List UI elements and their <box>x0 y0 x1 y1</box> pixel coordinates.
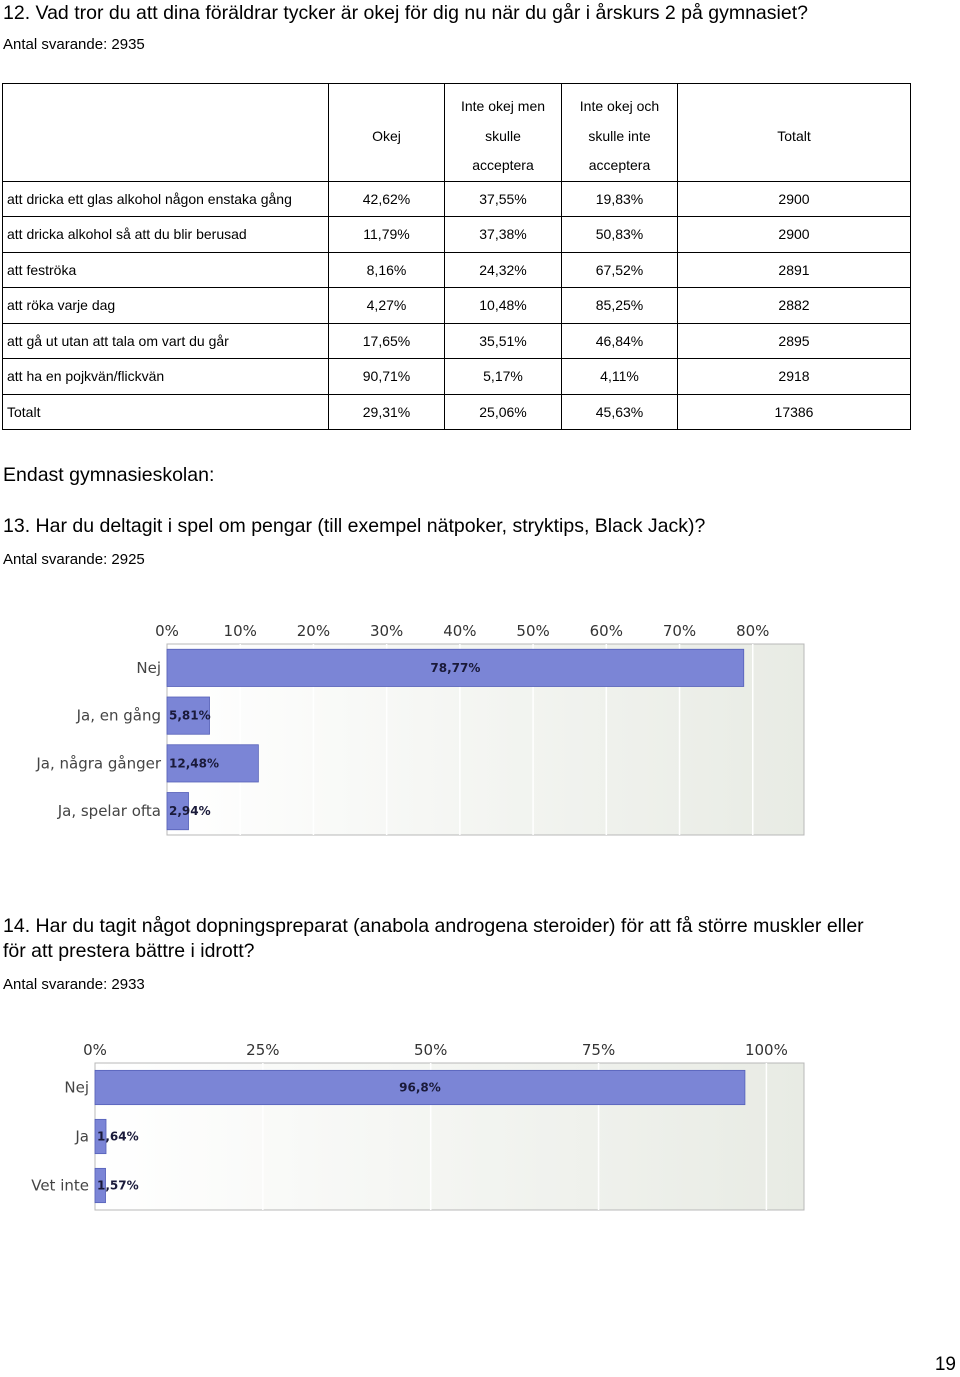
cell-inte-okej-men: 5,17% <box>445 359 562 395</box>
q13-respondents: Antal svarande: 2925 <box>3 551 145 568</box>
x-tick-label: 80% <box>736 622 770 640</box>
x-tick-label: 25% <box>246 1041 280 1059</box>
row-label: att gå ut utan att tala om vart du går <box>3 323 329 359</box>
cell-totalt: 2891 <box>678 252 911 288</box>
cell-inte-okej-men: 37,38% <box>445 217 562 253</box>
row-label: att dricka alkohol så att du blir berusad <box>3 217 329 253</box>
cell-inte-okej-och: 4,11% <box>562 359 678 395</box>
cell-okej: 4,27% <box>329 288 445 324</box>
table-row <box>3 252 911 288</box>
page-number: 19 <box>934 1354 956 1375</box>
q14-respondents: Antal svarande: 2933 <box>3 976 145 993</box>
cell-inte-okej-men: 24,32% <box>445 252 562 288</box>
data-label: 5,81% <box>169 708 211 723</box>
cell-inte-okej-och: 19,83% <box>562 181 678 217</box>
x-tick-label: 100% <box>744 1041 788 1059</box>
cell-okej: 8,16% <box>329 252 445 288</box>
cell-okej: 90,71% <box>329 359 445 395</box>
cell-inte-okej-och: 50,83% <box>562 217 678 253</box>
row-label: att röka varje dag <box>3 288 329 324</box>
header-inte-okej-och: Inte okej och skulle inte acceptera <box>562 84 678 182</box>
category-label: Nej <box>64 1078 89 1097</box>
row-label: Totalt <box>3 394 329 430</box>
q12-table <box>2 83 911 430</box>
category-label: Ja, en gång <box>76 706 161 725</box>
q14-title-line2: för att prestera bättre i idrott? <box>3 940 255 962</box>
cell-totalt: 2900 <box>678 217 911 253</box>
category-label: Ja <box>75 1127 89 1146</box>
data-label: 1,57% <box>97 1178 139 1193</box>
q13-bar-chart <box>0 600 960 850</box>
q12-title: 12. Vad tror du att dina föräldrar tycker är okej för dig nu när du går i årskurs 2 på gymnasiet? <box>3 2 808 24</box>
q12-respondents: Antal svarande: 2935 <box>3 36 145 53</box>
x-tick-label: 30% <box>369 622 404 640</box>
header-okej: Okej <box>329 84 445 182</box>
row-label: att feströka <box>3 252 329 288</box>
table-row <box>3 359 911 395</box>
x-tick-label: 50% <box>414 1041 448 1059</box>
table-row <box>3 323 911 359</box>
table-row <box>3 181 911 217</box>
cell-inte-okej-men: 25,06% <box>445 394 562 430</box>
row-label: att dricka ett glas alkohol någon enstaka gång <box>3 181 329 217</box>
category-label: Ja, spelar ofta <box>57 802 161 821</box>
cell-totalt: 2900 <box>678 181 911 217</box>
x-tick-label: 75% <box>581 1041 616 1059</box>
category-label: Nej <box>136 658 161 677</box>
section-heading: Endast gymnasieskolan: <box>3 464 215 486</box>
table-row-total <box>3 394 911 430</box>
q14-bar-chart <box>0 1030 960 1230</box>
cell-inte-okej-men: 37,55% <box>445 181 562 217</box>
data-label: 96,8% <box>399 1080 441 1095</box>
cell-totalt: 17386 <box>678 394 911 430</box>
cell-inte-okej-och: 67,52% <box>562 252 678 288</box>
table-row <box>3 288 911 324</box>
header-empty <box>3 84 329 182</box>
x-tick-label: 20% <box>296 622 331 640</box>
cell-okej: 29,31% <box>329 394 445 430</box>
cell-inte-okej-och: 45,63% <box>562 394 678 430</box>
table-row <box>3 217 911 253</box>
cell-totalt: 2882 <box>678 288 911 324</box>
row-label: att ha en pojkvän/flickvän <box>3 359 329 395</box>
category-label: Vet inte <box>31 1176 89 1195</box>
table-header-row <box>3 84 911 182</box>
x-tick-label: 10% <box>223 622 257 640</box>
header-inte-okej-men: Inte okej men skulle acceptera <box>445 84 562 182</box>
cell-okej: 42,62% <box>329 181 445 217</box>
category-label: Ja, några gånger <box>36 754 161 773</box>
x-tick-label: 70% <box>662 622 697 640</box>
x-tick-label: 40% <box>443 622 477 640</box>
data-label: 1,64% <box>97 1129 139 1144</box>
x-tick-label: 50% <box>516 622 550 640</box>
x-tick-label: 0% <box>155 622 179 640</box>
cell-totalt: 2895 <box>678 323 911 359</box>
x-tick-label: 60% <box>589 622 623 640</box>
data-label: 12,48% <box>169 756 219 771</box>
data-label: 78,77% <box>430 660 481 675</box>
cell-inte-okej-men: 35,51% <box>445 323 562 359</box>
cell-inte-okej-och: 85,25% <box>562 288 678 324</box>
q13-title: 13. Har du deltagit i spel om pengar (till exempel nätpoker, stryktips, Black Jack)? <box>3 515 706 537</box>
x-tick-label: 0% <box>83 1041 107 1059</box>
header-totalt: Totalt <box>678 84 911 182</box>
cell-okej: 17,65% <box>329 323 445 359</box>
cell-totalt: 2918 <box>678 359 911 395</box>
cell-okej: 11,79% <box>329 217 445 253</box>
q14-title-line1: 14. Har du tagit något dopningspreparat (anabola androgena steroider) för att få större muskler eller <box>3 915 864 937</box>
cell-inte-okej-och: 46,84% <box>562 323 678 359</box>
cell-inte-okej-men: 10,48% <box>445 288 562 324</box>
data-label: 2,94% <box>169 804 211 819</box>
